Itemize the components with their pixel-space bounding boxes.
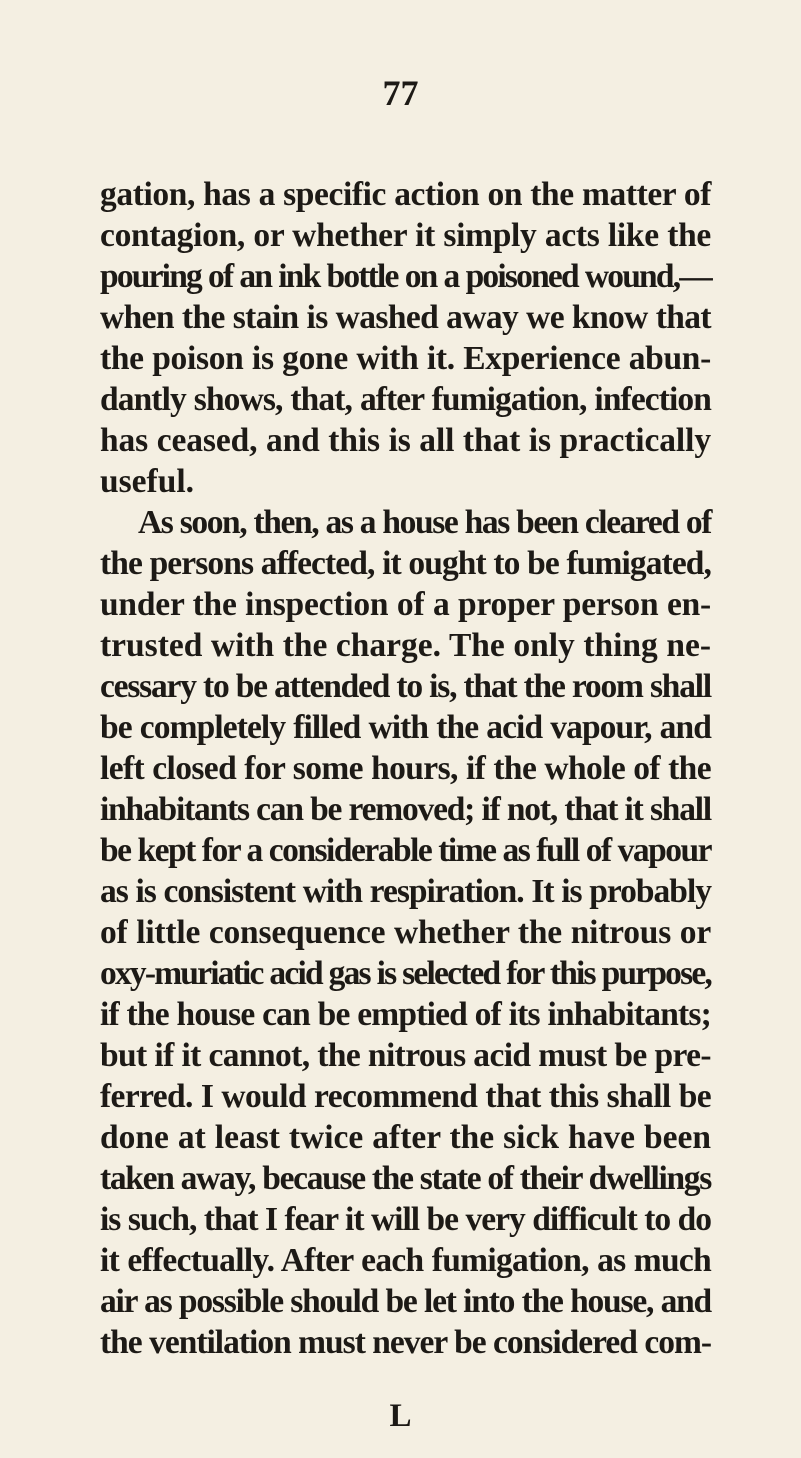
text-line: the ventilation must never be considered com- (100, 1324, 711, 1361)
text-line: taken away, because the state of their dwellings (100, 1160, 711, 1197)
text-line: cessary to be attended to is, that the room shall (100, 668, 711, 705)
text-line: be kept for a considerable time as full of vapour (100, 832, 711, 869)
text-line: contagion, or whether it simply acts like the (100, 217, 711, 254)
signature-mark: L (389, 1398, 412, 1434)
text-line: if the house can be emptied of its inhabitants; (100, 996, 711, 1033)
text-line: gation, has a specific action on the matter of (100, 176, 711, 213)
text-line: As soon, then, as a house has been cleared of (138, 504, 711, 541)
text-line: as is consistent with respiration. It is probably (100, 873, 711, 910)
text-line: trusted with the charge. The only thing ne- (100, 627, 711, 664)
page-number: 77 (382, 73, 419, 113)
text-line: under the inspection of a proper person en- (100, 586, 711, 623)
text-line: when the stain is washed away we know that (100, 299, 711, 336)
text-line: air as possible should be let into the house, and (100, 1283, 711, 1320)
text-line: but if it cannot, the nitrous acid must be pre- (100, 1037, 711, 1074)
text-line: done at least twice after the sick have been (100, 1119, 711, 1156)
text-line: dantly shows, that, after fumigation, infection (100, 381, 711, 418)
text-line: left closed for some hours, if the whole of the (100, 750, 711, 787)
text-line: pouring of an ink bottle on a poisoned wound,— (100, 258, 711, 295)
text-line: oxy-muriatic acid gas is selected for this purpose, (100, 955, 711, 992)
text-line: has ceased, and this is all that is practically (100, 422, 711, 459)
text-line: the persons affected, it ought to be fumigated, (100, 545, 711, 582)
text-line: inhabitants can be removed; if not, that it shall (100, 791, 711, 828)
text-line: is such, that I fear it will be very difficult to do (100, 1201, 711, 1238)
text-line: of little consequence whether the nitrous or (100, 914, 711, 951)
text-line: be completely filled with the acid vapour, and (100, 709, 711, 746)
text-line: useful. (100, 463, 195, 500)
text-line: it effectually. After each fumigation, as much (100, 1242, 711, 1279)
text-line: the poison is gone with it. Experience abun- (100, 340, 711, 377)
text-line: ferred. I would recommend that this shall be (100, 1078, 711, 1115)
